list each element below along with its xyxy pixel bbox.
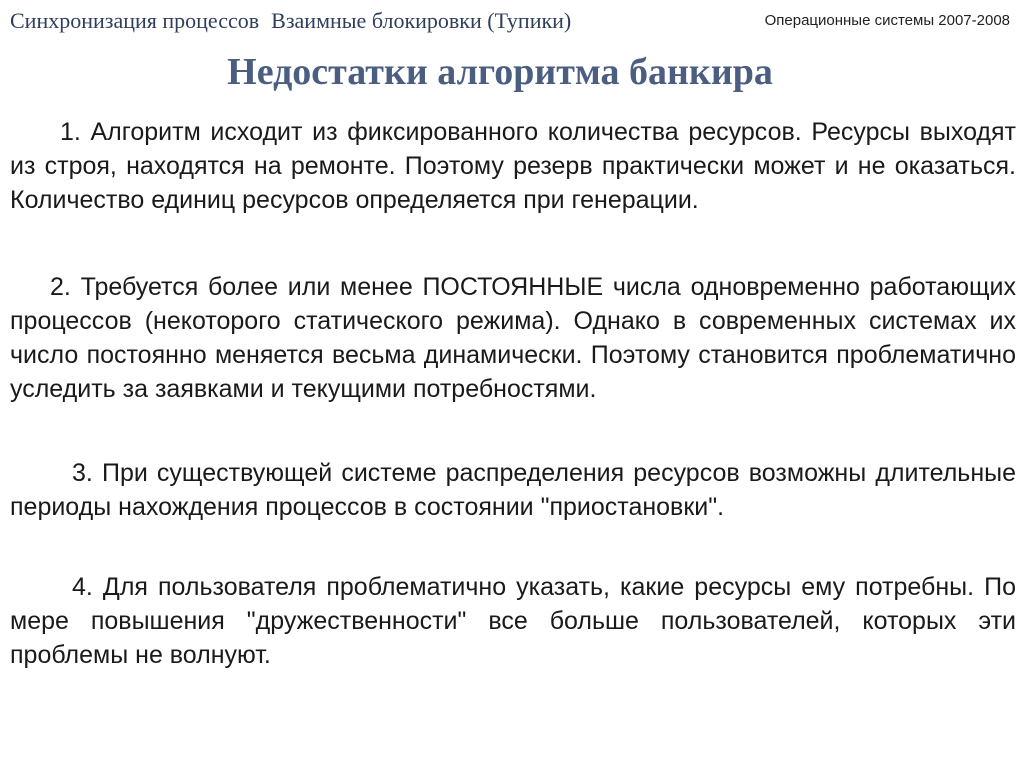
- paragraph-2-text: 2. Требуется более или менее ПОСТОЯННЫЕ числа одновременно работающих процессов (некоторого статического режима). Однако в современных системах их число постоянно меняется весьма динамически. Поэтому становится проблематично уследить за заявками и текущими потребностями.: [10, 273, 1016, 403]
- header-topic: Синхронизация процессов: [10, 8, 260, 33]
- paragraph-3: [10, 456, 1016, 524]
- paragraph-3-text: 3. При существующей системе распределения ресурсов возможны длительные периоды нахождения процессов в состоянии "приостановки".: [10, 459, 1016, 521]
- course-label: Операционные системы 2007-2008: [764, 12, 1010, 29]
- paragraph-4: [10, 570, 1016, 672]
- paragraph-1: [10, 115, 1016, 217]
- slide-title: Недостатки алгоритма банкира: [227, 51, 773, 93]
- paragraph-1-text: 1. Алгоритм исходит из фиксированного количества ресурсов. Ресурсы выходят из строя, находятся на ремонте. Поэтому резерв практически может и не оказаться. Количество единиц ресурсов определяется при генерации.: [10, 118, 1016, 214]
- header-subtopic: Взаимные блокировки (Тупики): [271, 8, 572, 33]
- slide-header: [10, 8, 571, 34]
- paragraph-4-text: 4. Для пользователя проблематично указать, какие ресурсы ему потребны. По мере повышения "дружественности" все больше пользователей, которых эти проблемы не волнуют.: [10, 573, 1016, 669]
- paragraph-2: [10, 270, 1016, 406]
